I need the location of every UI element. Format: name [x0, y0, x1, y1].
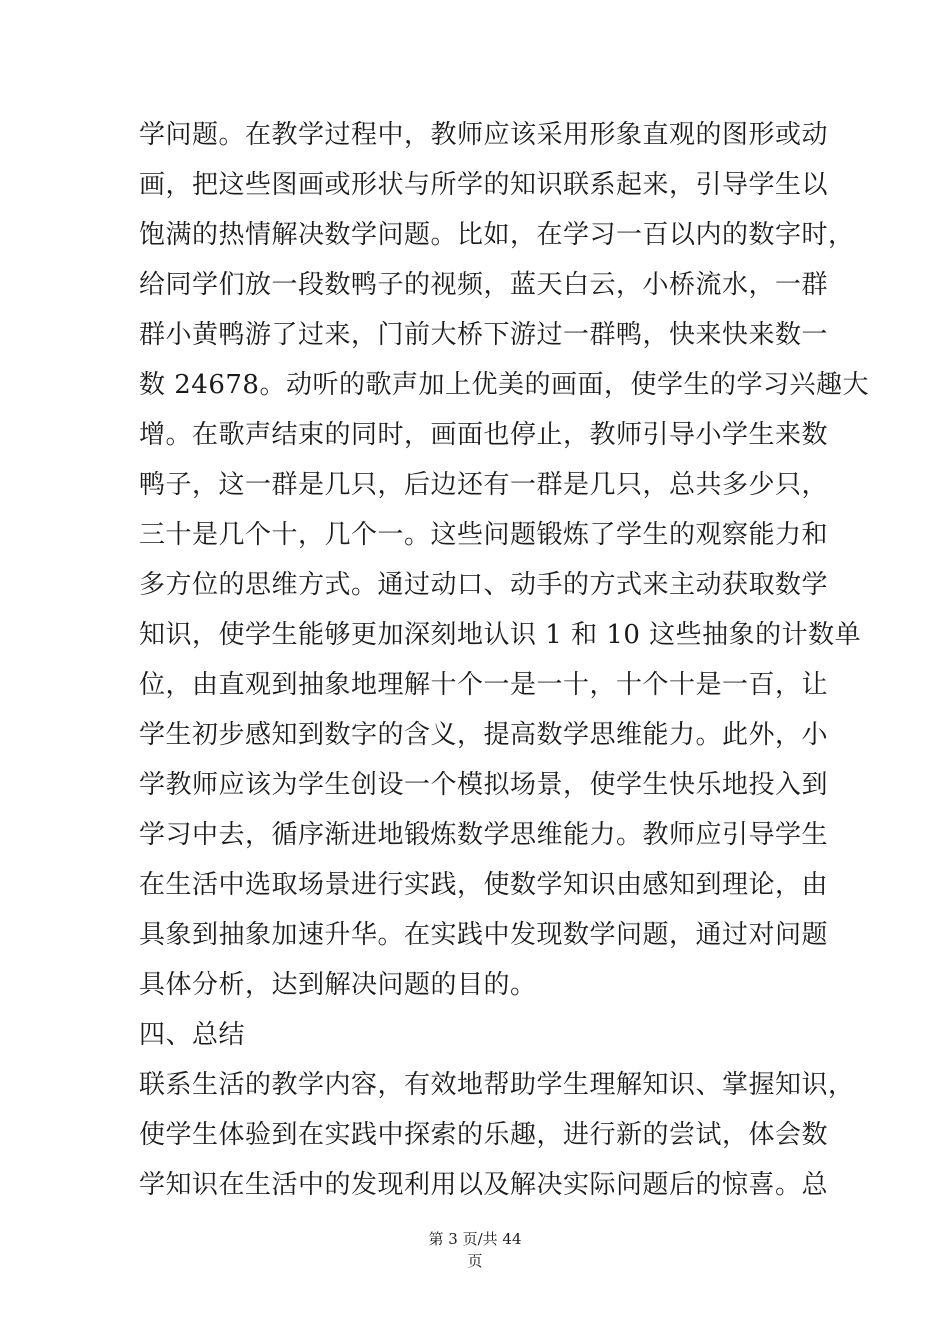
text-line: 数 24678。动听的歌声加上优美的画面，使学生的学习兴趣大	[139, 370, 869, 400]
text-line: 在生活中选取场景进行实践，使数学知识由感知到理论，由	[139, 870, 829, 900]
text-line: 具象到抽象加速升华。在实践中发现数学问题，通过对问题	[139, 920, 829, 950]
section-heading: 四、总结	[139, 1020, 246, 1050]
page-number: 第 3 页/共 44	[428, 1230, 522, 1248]
page-footer	[0, 1228, 950, 1272]
text-line: 学教师应该为学生创设一个模拟场景，使学生快乐地投入到	[139, 770, 829, 800]
text-line: 学知识在生活中的发现利用以及解决实际问题后的惊喜。总	[139, 1170, 829, 1200]
text-line: 群小黄鸭游了过来，门前大桥下游过一群鸭，快来快来数一	[139, 320, 829, 350]
text-line: 画，把这些图画或形状与所学的知识联系起来，引导学生以	[139, 170, 829, 200]
text-line: 饱满的热情解决数学问题。比如，在学习一百以内的数字时，	[139, 220, 855, 250]
text-line: 具体分析，达到解决问题的目的。	[139, 970, 537, 1000]
text-line: 三十是几个十，几个一。这些问题锻炼了学生的观察能力和	[139, 520, 829, 550]
text-line: 鸭子，这一群是几只，后边还有一群是几只，总共多少只，	[139, 470, 829, 500]
text-line: 位，由直观到抽象地理解十个一是一十，十个十是一百，让	[139, 670, 829, 700]
text-line: 学生初步感知到数字的含义，提高数学思维能力。此外，小	[139, 720, 829, 750]
text-line: 增。在歌声结束的同时，画面也停止，教师引导小学生来数	[139, 420, 829, 450]
text-line: 多方位的思维方式。通过动口、动手的方式来主动获取数学	[139, 570, 829, 600]
text-line: 给同学们放一段数鸭子的视频，蓝天白云，小桥流水，一群	[139, 270, 829, 300]
body-text	[139, 110, 869, 1210]
text-line: 学问题。在教学过程中，教师应该采用形象直观的图形或动	[139, 120, 829, 150]
text-line: 联系生活的教学内容，有效地帮助学生理解知识、掌握知识，	[139, 1070, 855, 1100]
text-line: 学习中去，循序渐进地锻炼数学思维能力。教师应引导学生	[139, 820, 829, 850]
page-number-continued: 页	[467, 1252, 483, 1270]
text-line: 使学生体验到在实践中探索的乐趣，进行新的尝试，体会数	[139, 1120, 829, 1150]
text-line: 知识，使学生能够更加深刻地认识 1 和 10 这些抽象的计数单	[139, 620, 862, 650]
